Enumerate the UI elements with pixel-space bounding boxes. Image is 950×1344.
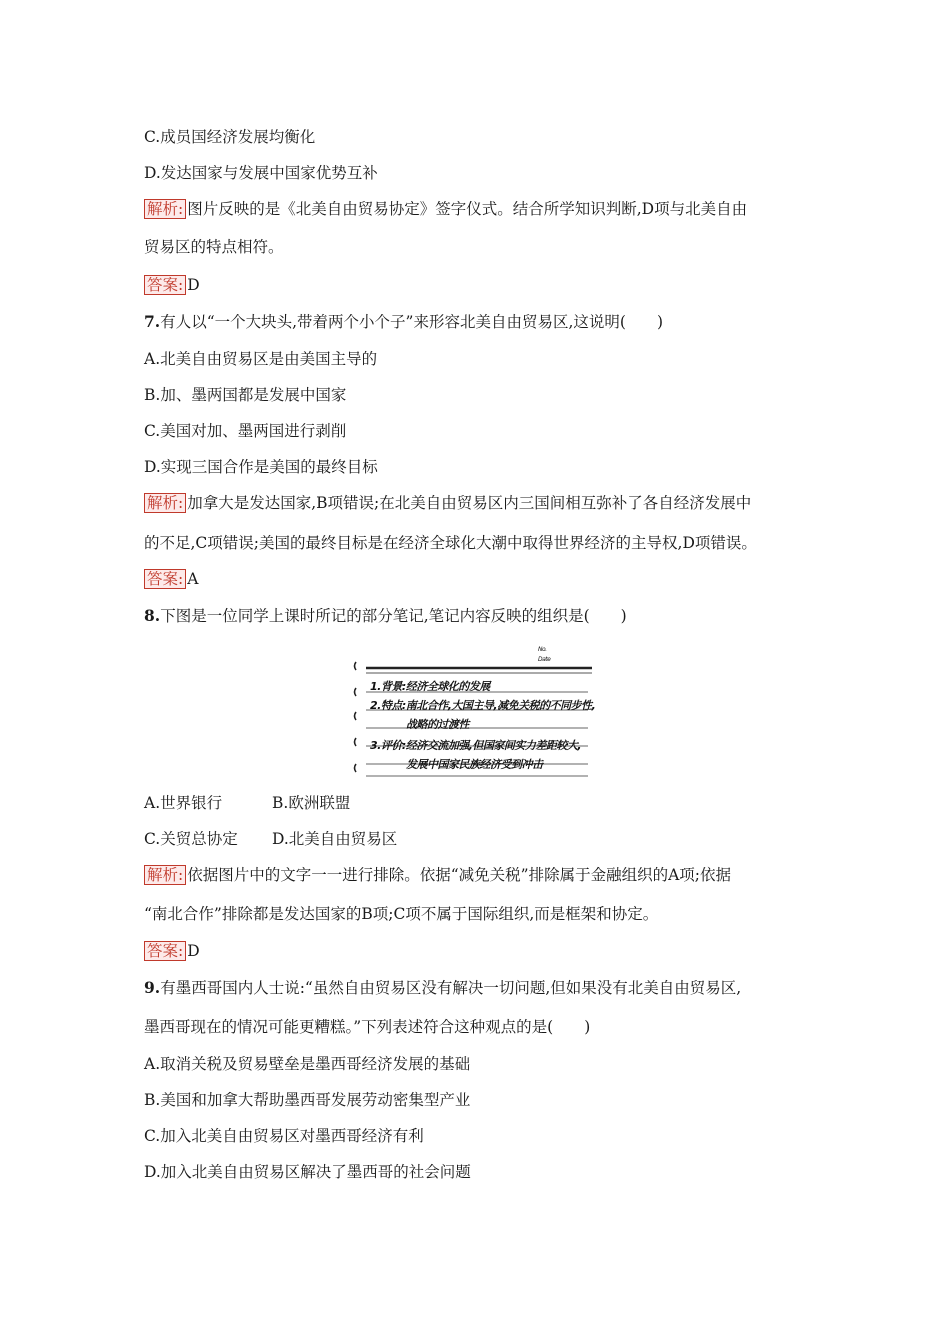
question-number: 7. [144,312,161,331]
q7-option-b: B.加、墨两国都是发展中国家 [144,386,347,404]
q6-answer [144,274,830,296]
note-no-label: No. [538,646,547,653]
note-line-3: 战略的过渡性 [406,718,469,731]
note-date-label: Date [538,656,551,663]
q7-option-d: D.实现三国合作是美国的最终目标 [144,458,378,476]
q9-option-d: D.加入北美自由贸易区解决了墨西哥的社会问题 [144,1163,471,1181]
explanation-tag: 解析: [144,493,186,513]
q7-explanation [144,492,830,514]
explanation-tag: 解析: [144,865,186,885]
q8-options-cd [144,828,830,850]
note-line-1: 1.背景:经济全球化的发展 [370,680,490,693]
question-number: 8. [144,606,161,625]
question-number: 9. [144,978,161,997]
q6-option-d: D.发达国家与发展中国家优势互补 [144,164,378,182]
q8-option-b: B.欧洲联盟 [272,794,351,812]
note-line-2: 2.特点:南北合作,大国主导,减免关税的不同步性, [370,699,596,712]
q8-options-ab [144,792,830,814]
q8-stem [144,605,830,627]
note-line-5: 发展中国家民族经济受到冲击 [406,758,543,771]
q8-explanation [144,864,830,886]
q9-stem-cont: 墨西哥现在的情况可能更糟糕。”下列表述符合这种观点的是( ) [144,1018,591,1036]
q8-answer [144,940,830,962]
q6-explanation-cont: 贸易区的特点相符。 [144,238,284,256]
answer-value: D [187,942,200,960]
q8-option-c: C.关贸总协定 [144,830,238,848]
q6-explanation [144,198,830,220]
q7-answer [144,568,830,590]
answer-tag: 答案: [144,569,186,589]
explanation-tag: 解析: [144,199,186,219]
note-line-4: 3.评价:经济交流加强,但国家间实力差距较大, [370,739,582,752]
question-text: 下图是一位同学上课时所记的部分笔记,笔记内容反映的组织是( ) [160,607,627,625]
q9-option-a: A.取消关税及贸易壁垒是墨西哥经济发展的基础 [144,1055,471,1073]
answer-tag: 答案: [144,941,186,961]
q6-option-c: C.成员国经济发展均衡化 [144,128,316,146]
q8-option-d: D.北美自由贸易区 [272,830,398,848]
q9-stem [144,977,830,999]
explanation-text: 加拿大是发达国家,B项错误;在北美自由贸易区内三国间相互弥补了各自经济发展中 [187,494,752,512]
q7-option-a: A.北美自由贸易区是由美国主导的 [144,350,378,368]
q7-stem [144,311,830,333]
question-text: 有人以“一个大块头,带着两个小个子”来形容北美自由贸易区,这说明( ) [160,313,663,331]
q7-option-c: C.美国对加、墨两国进行剥削 [144,422,347,440]
explanation-text: 图片反映的是《北美自由贸易协定》签字仪式。结合所学知识判断,D项与北美自由 [187,200,748,218]
answer-tag: 答案: [144,275,186,295]
question-text: 有墨西哥国内人士说:“虽然自由贸易区没有解决一切问题,但如果没有北美自由贸易区, [160,979,742,997]
q9-option-c: C.加入北美自由贸易区对墨西哥经济有利 [144,1127,424,1145]
q9-option-b: B.美国和加拿大帮助墨西哥发展劳动密集型产业 [144,1091,471,1109]
notebook-image [352,640,596,778]
explanation-text: 依据图片中的文字一一进行排除。依据“减免关税”排除属于金融组织的A项;依据 [187,866,732,884]
answer-value: D [187,276,200,294]
answer-value: A [187,570,199,588]
q8-explanation-cont: “南北合作”排除都是发达国家的B项;C项不属于国际组织,而是框架和协定。 [144,905,659,923]
q7-explanation-cont: 的不足,C项错误;美国的最终目标是在经济全球化大潮中取得世界经济的主导权,D项错误。 [144,534,757,552]
q8-option-a: A.世界银行 [144,794,223,812]
